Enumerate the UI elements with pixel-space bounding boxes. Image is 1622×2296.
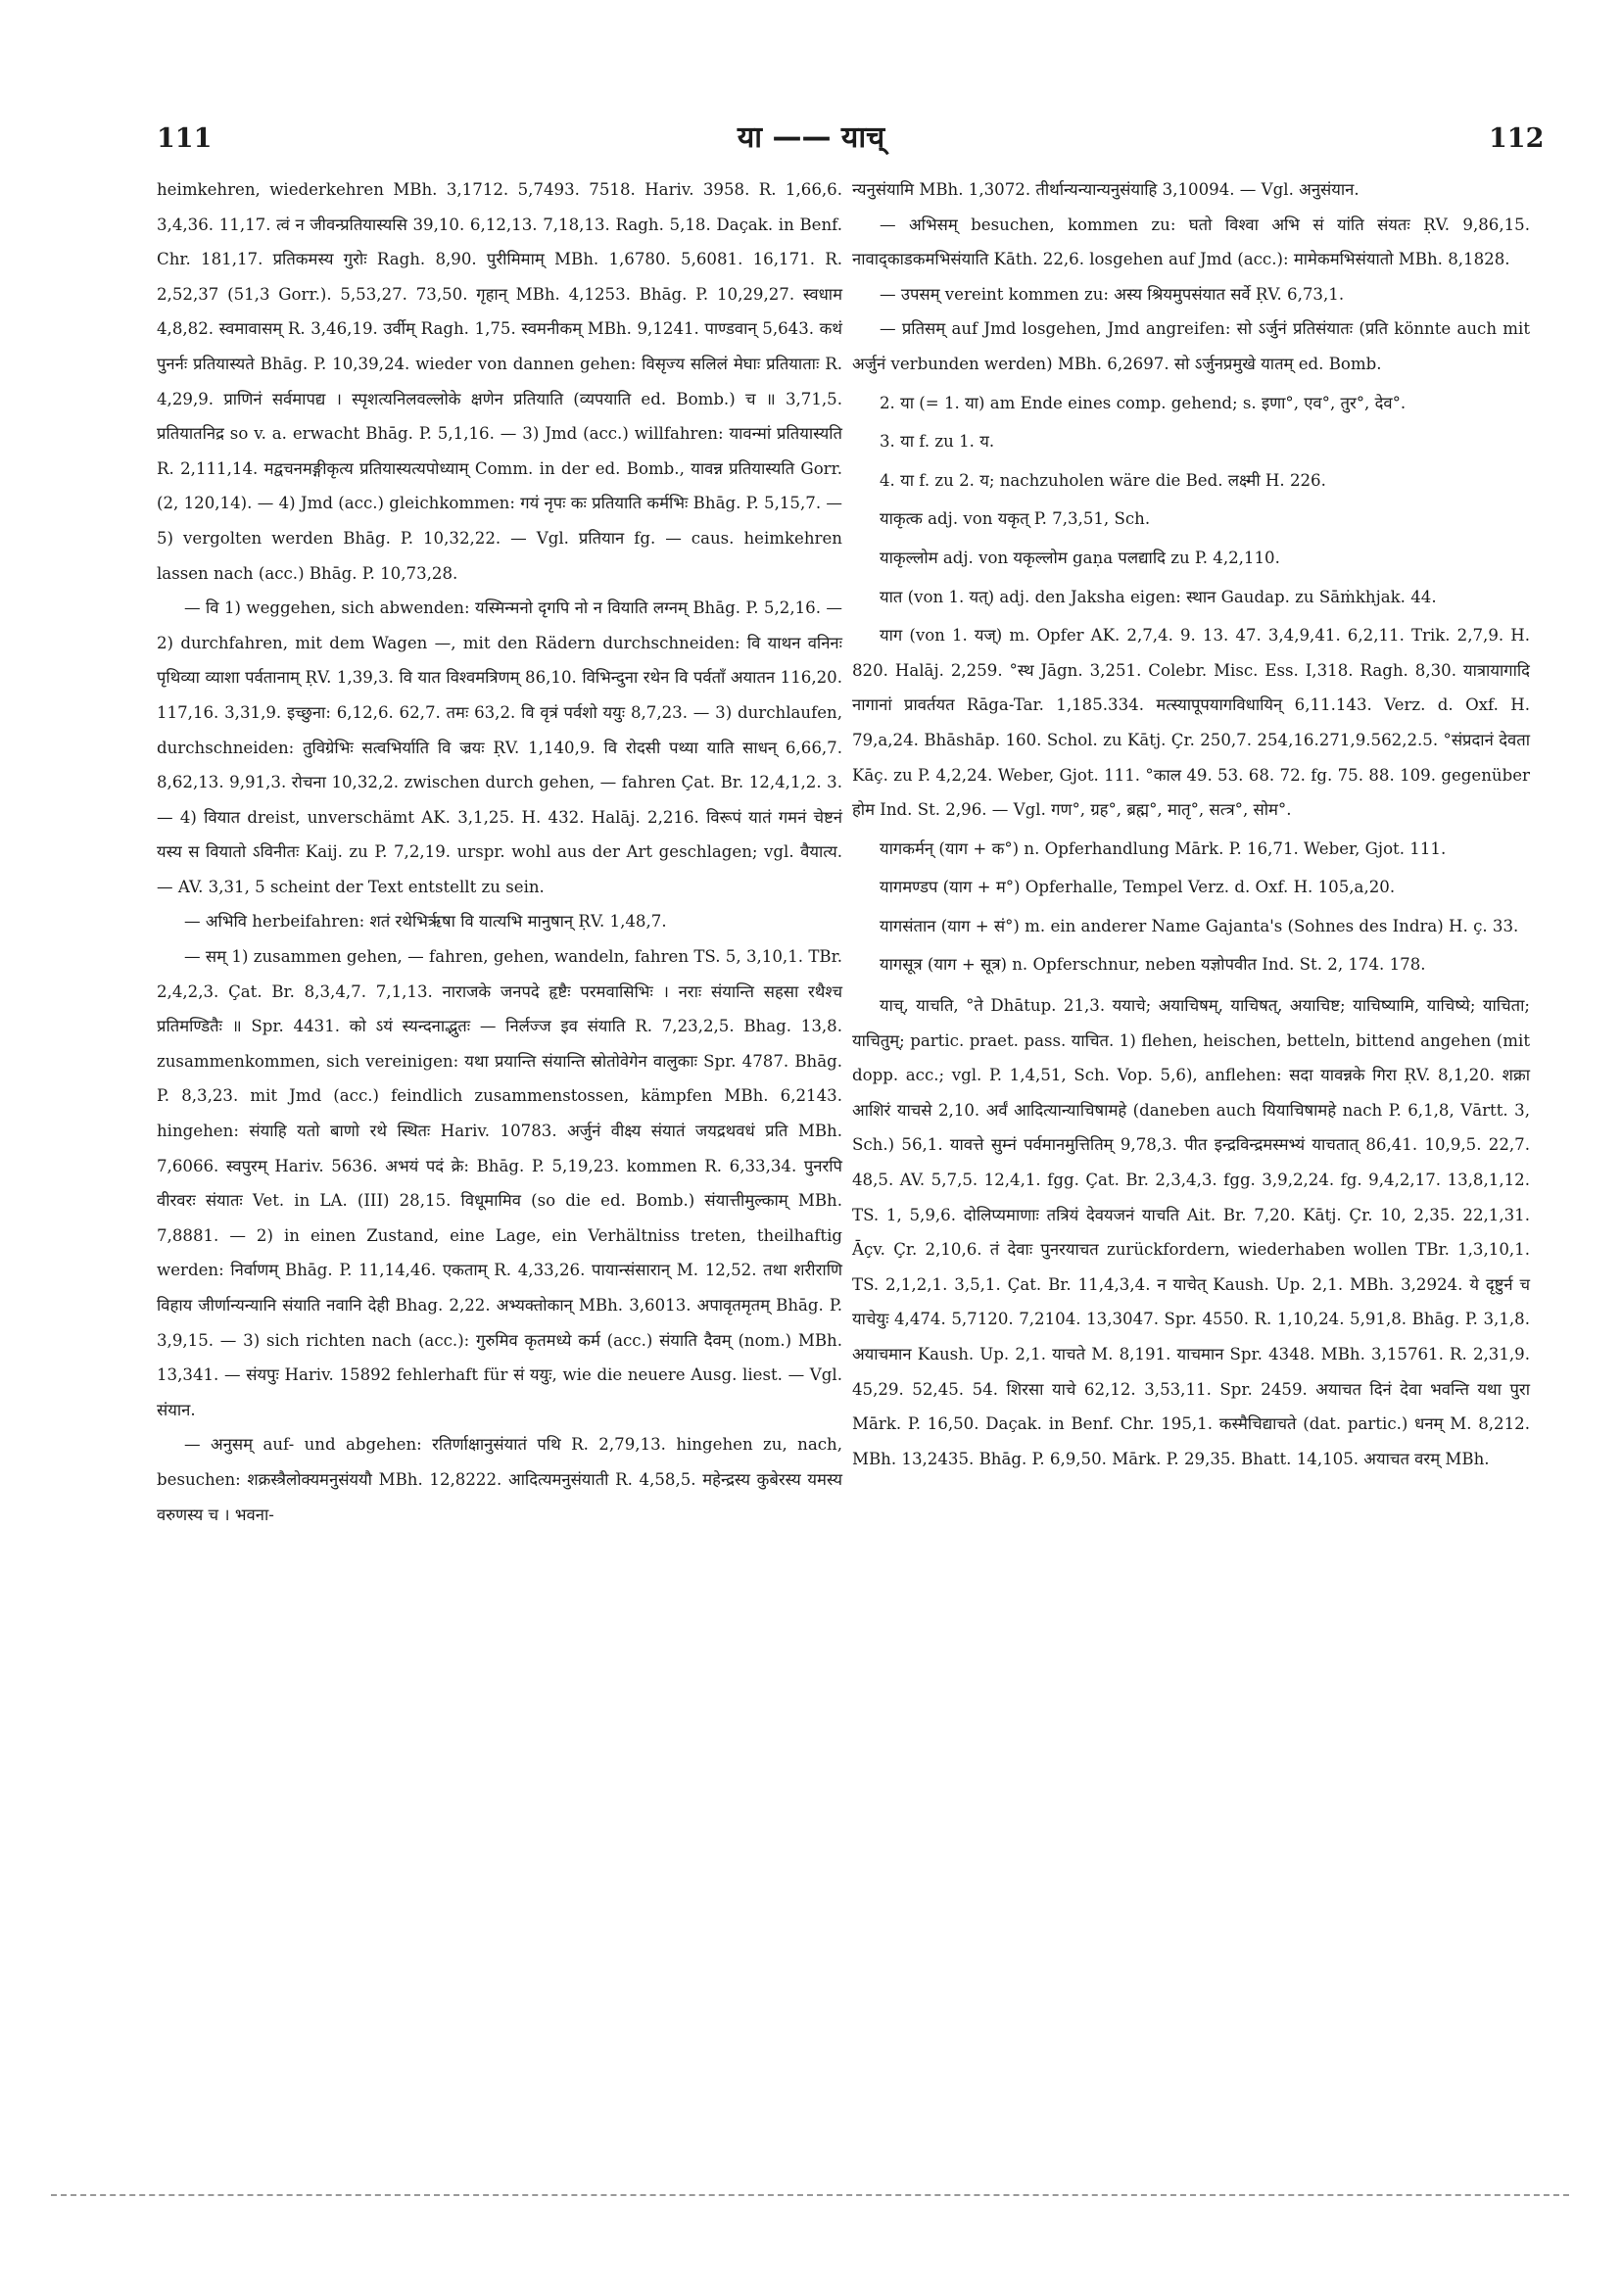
paragraph: — वि 1) weggehen, sich abwenden: यस्मिन्मनो दृगपि नो न वियाति लग्नम् Bhāg. P. 5,2,16. — 2) durchfahren, mit dem Wagen —, mit den Rädern durchschneiden: वि याथन वनिनः पृथिव्या व्याशा पर्वतानाम् ṚV. 1,39,3. वि यात विश्वमत्रिणम् 86,10. विभिन्दुना रथेन वि पर्वताँ अयातन 116,20. 117,16. 3,31,9. इच्छुना: 6,12,6. 62,7. तमः 63,2. वि वृत्रं पर्वशो ययुः 8,7,23. — 3) durchlaufen, durchschneiden: तुविग्रेभिः सत्वभिर्याति वि ज्रयः ṚV. 1,140,9. वि रोदसी पथ्या याति साधन् 6,66,7. 8,62,13. 9,91,3. रोचना 10,32,2. zwischen durch gehen, — fahren Çat. Br. 12,4,1,2. 3. — 4) वियात dreist, unverschämt AK. 3,1,25. H. 432. Halāj. 2,216. विरूपं यातं गमनं चेष्टनं यस्य स वियातो ऽविनीतः Kaij. zu P. 7,2,19. urspr. wohl aus der Art geschlagen; vgl. वैयात्य. — AV. 3,31, 5 scheint der Text entstellt zu sein. (157, 598, 842, 896)
dictionary-entry: 4. या f. zu 2. य; nachzuholen wäre die Bed. लक्ष्मी H. 226. (880, 470, 1326, 490)
paragraph: — अनुसम् auf- und abgehen: रतिर्णाक्षानुसंयातं पथि R. 2,79,13. hingehen zu, nach, besuchen: शक्रस्त्रैलोक्यमनुसंययौ MBh. 12,8222. आदित्यमनुसंयाती R. 4,58,5. महेन्द्रस्य कुबेरस्य यमस्य वरुणस्य च । भवना- (157, 1435, 842, 1524)
dictionary-entry: याग (von 1. यज्) m. Opfer AK. 2,7,4. 9. 13. 47. 3,4,9,41. 6,2,11. Trik. 2,7,9. H. 820. Halāj. 2,259. °स्थ Jāgn. 3,251. Colebr. Misc. Ess. I,318. Ragh. 8,30. यात्रायागादि नागानां प्रावर्तयत Rāga-Tar. 1,185.334. मत्स्यापूपयागविधायिन् 6,11.143. Verz. d. Oxf. H. 79,a,24. Bhāshāp. 160. Schol. zu Kātj. Çr. 250,7. 254,16.271,9.562,2.5. °संप्रदानं देवता Kāç. zu P. 4,2,24. Weber, Gjot. 111. °काल 49. 53. 68. 72. fg. 75. 88. 109. gegenüber होम Ind. St. 2,96. — Vgl. गण°, ग्रह°, ब्रह्म°, मातृ°, सत्त्र°, सोम°. (852, 626, 1530, 820)
page-number-left: 111 (157, 123, 213, 154)
dictionary-entry: 3. या f. zu 1. य. (880, 432, 995, 452)
dictionary-entry: यागकर्मन् (याग + क°) n. Opferhandlung Mārk. P. 16,71. Weber, Gjot. 111. (880, 838, 1447, 858)
paragraph: heimkehren, wiederkehren MBh. 3,1712. 5,7493. 7518. Hariv. 3958. R. 1,66,6. 3,4,36. 11,17. त्वं न जीवन्प्रतियास्यसि 39,10. 6,12,13. 7,18,13. Ragh. 5,18. Daçak. in Benf. Chr. 181,17. प्रतिकमस्य गुरोः Ragh. 8,90. पुरीमिमाम् MBh. 1,6780. 5,6081. 16,171. R. 2,52,37 (51,3 Gorr.). 5,53,27. 73,50. गृहान् MBh. 4,1253. Bhāg. P. 10,29,27. स्वधाम 4,8,82. स्वमावासम् R. 3,46,19. उर्वीम् Ragh. 1,75. स्वमनीकम् MBh. 9,1241. पाण्डवान् 5,643. कथं पुनर्नः प्रतियास्यते Bhāg. P. 10,39,24. wieder von dannen gehen: विसृज्य सलिलं मेघाः प्रतियाताः R. 4,29,9. प्राणिनं सर्वमापद्य । स्पृशत्यनिलवल्लोके क्षणेन प्रतियाति (व्यपयाति ed. Bomb.) च ॥ 3,71,5. प्रतियातनिद्र so v. a. erwacht Bhāg. P. 5,1,16. — 3) Jmd (acc.) willfahren: यावन्मां प्रतियास्यति R. 2,111,14. मद्वचनमङ्गीकृत्य प्रतियास्यत्यपोध्याम् Comm. in der ed. Bomb., यावन्न प्रतियास्यति Gorr. (2, 120,14). — 4) Jmd (acc.) gleichkommen: गयं नृपः कः प्रतियाति कर्मभिः Bhāg. P. 5,15,7. — 5) vergolten werden Bhāg. P. 10,32,22. — Vgl. प्रतियान fg. — caus. heimkehren lassen nach (acc.) Bhāg. P. 10,73,28. (157, 180, 842, 583)
dictionary-entry: यागसूत्र (याग + सूत्र) n. Opferschnur, neben यज्ञोपवीत Ind. St. 2, 174. 178. (880, 955, 1426, 975)
page-number-right: 112 (1489, 123, 1545, 154)
bottom-rule (51, 2194, 1569, 2196)
paragraph: — अभिवि herbeifahren: शतं रथेभिरृषा वि यात्यभि मानुषान् ṚV. 1,48,7. (184, 912, 667, 932)
right-column (852, 172, 1530, 1476)
paragraph: — अभिसम् besuchen, kommen zu: घतो विश्वा अभि सं यांति संयतः ṚV. 9,86,15. नावाद्काडकमभिसंयाति Kāth. 22,6. losgehen auf Jmd (acc.): मामेकमभिसंयातो MBh. 8,1828. (852, 215, 1530, 269)
paragraph: — सम् 1) zusammen gehen, — fahren, gehen, wandeln, fahren TS. 5, 3,10,1. TBr. 2,4,2,3. Çat. Br. 8,3,4,7. 7,1,13. नाराजके जनपदे हृष्टैः परमवासिभिः । नराः संयान्ति सहसा रथैश्च प्रतिमण्डितैः ॥ Spr. 4431. को ऽयं स्यन्दनाद्भुतः — निर्लज्ज इव संयाति R. 7,23,2,5. Bhag. 13,8. zusammenkommen, sich vereinigen: यथा प्रयान्ति संयान्ति स्रोतोवेगेन वालुकाः Spr. 4787. Bhāg. P. 8,3,23. mit Jmd (acc.) feindlich zusammenstossen, kämpfen MBh. 6,2143. hingehen: संयाहि यतो बाणो रथे स्थितः Hariv. 10783. अर्जुनं वीक्ष्य संयातं जयद्रथवधं प्रति MBh. 7,6066. स्वपुरम् Hariv. 5636. अभयं पदं क्रे: Bhāg. P. 5,19,23. kommen R. 6,33,34. पुनरपि वीरवरः संयातः Vet. in LA. (III) 28,15. विधूमामिव (so die ed. Bomb.) संयात्तीमुल्काम् MBh. 7,8881. — 2) in einen Zustand, eine Lage, ein Verhältniss treten, theilhaftig werden: निर्वाणम् Bhāg. P. 11,14,46. एकताम् R. 4,33,26. पायान्संसारान् M. 12,52. तथा शरीराणि विहाय जीर्णान्यन्यानि संयाति नवानि देही Bhag. 2,22. अभ्यक्तोकान् MBh. 3,6013. अपावृतमृतम् Bhāg. P. 3,9,15. — 3) sich richten nach (acc.): गुरुमिव कृतमध्ये कर्म (acc.) संयाति दैवम् (nom.) MBh. 13,341. — संयपुः Hariv. 15892 fehlerhaft für सं ययुः, wie die neuere Ausg. liest. — Vgl. संयान. (157, 947, 842, 1419)
dictionary-entry: याच्, याचति, °ते Dhātup. 21,3. ययाचे; अयाचिषम्, याचिषत्, अयाचिष्ट; याचिष्यामि, याचिष्ये; याचिता; याचितुम्; partic. praet. pass. याचित. 1) flehen, heischen, betteln, bittend angehen (mit dopp. acc.; vgl. P. 1,4,51, Sch. Vop. 5,6), anflehen: सदा यावन्नके गिरा ṚV. 8,1,20. शक्रा आशिरं याचसे 2,10. अर्वं आदित्यान्याचिषामहे (daneben auch यियाचिषामहे nach P. 6,1,8, Vārtt. 3, Sch.) 56,1. यावत्ते सुम्नं पर्वमानमुत्तितिम् 9,78,3. पीत इन्द्रविन्द्रमस्मभ्यं याचतात् 86,41. 10,9,5. 22,7. 48,5. AV. 5,7,5. 12,4,1. fgg. Çat. Br. 2,3,4,3. fgg. 3,9,2,24. fg. 9,4,2,17. 13,8,1,12. TS. 1, 5,9,6. दोलिप्यमाणाः तत्रियं देवयजनं याचति Ait. Br. 7,20. Kātj. Çr. 10, 2,35. 22,1,31. Āçv. Çr. 2,10,6. तं देवाः पुनरयाचत zurückfordern, wiederhaben wollen TBr. 1,3,10,1. TS. 2,1,2,1. 3,5,1. Çat. Br. 11,4,3,4. न याचेत् Kaush. Up. 2,1. MBh. 3,2924. ये दृष्टुर्न च याचेयुः 4,474. 5,7120. 7,2104. 13,3047. Spr. 4550. R. 1,10,24. 5,91,8. Bhāg. P. 3,1,8. अयाचमान Kaush. Up. 2,1. याचते M. 8,191. याचमान Spr. 4348. MBh. 3,15761. R. 2,31,9. 45,29. 52,45. 54. शिरसा याचे 62,12. 3,53,11. Spr. 2459. अयाचत दिनं देवा भवन्ति यथा पुरा Mārk. P. 16,50. Daçak. in Benf. Chr. 195,1. कस्मैचिद्याचते (dat. partic.) धनम् M. 8,212. MBh. 13,2435. Bhāg. P. 6,9,50. Mārk. P. 29,35. Bhatt. 14,105. अयाचत वरम् MBh. (852, 996, 1530, 1468)
paragraph: — प्रतिसम् auf Jmd losgehen, Jmd angreifen: सो ऽर्जुनं प्रतिसंयातः (प्रति könnte auch mit अर्जुनं verbunden werden) MBh. 6,2697. सो ऽर्जुनप्रमुखे यातम् ed. Bomb. (852, 319, 1530, 373)
dictionary-entry: 2. या (= 1. या) am Ende eines comp. gehend; s. इणा°, एव°, तुर°, देव°. (880, 393, 1407, 412)
dictionary-entry: याकृत्क adj. von यकृत् P. 7,3,51, Sch. (880, 509, 1151, 529)
left-column (157, 172, 842, 1532)
dictionary-entry: यागमण्डप (याग + म°) Opferhalle, Tempel Verz. d. Oxf. H. 105,a,20. (880, 878, 1396, 897)
running-headword: या —— याच् (737, 120, 885, 155)
paragraph: — उपसम् vereint kommen zu: अस्य श्रियमुपसंयात सर्वे ṚV. 6,73,1. (880, 284, 1345, 304)
paragraph: न्यनुसंयामि MBh. 1,3072. तीर्थान्यन्यान्यनुसंयाहि 3,10094. — Vgl. अनुसंयान. (852, 180, 1360, 199)
dictionary-entry: याकृल्लोम adj. von यकृल्लोम gaṇa पलद्यादि zu P. 4,2,110. (880, 548, 1280, 567)
dictionary-entry: यागसंतान (याग + सं°) m. ein anderer Name Gajanta's (Sohnes des Indra) H. ç. 33. (880, 916, 1519, 935)
dictionary-entry: यात (von 1. यत्) adj. den Jaksha eigen: स्थान Gaudap. zu Sāṁkhjak. 44. (880, 587, 1437, 606)
